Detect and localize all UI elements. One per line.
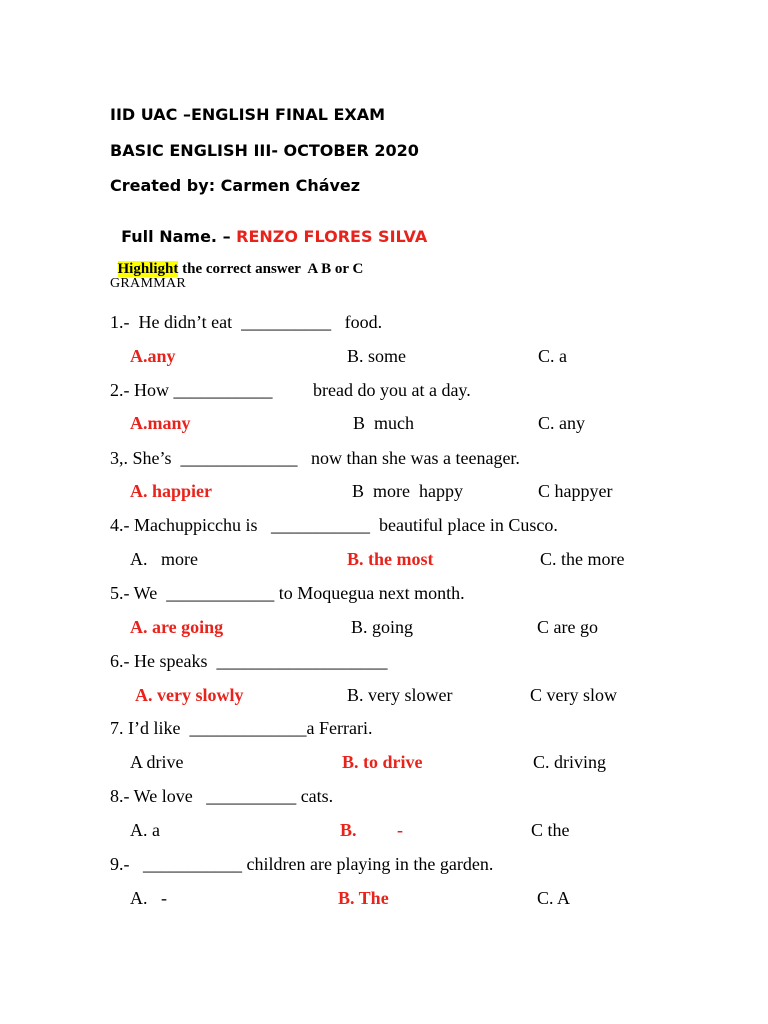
author-line: Created by: Carmen Chávez bbox=[110, 176, 361, 195]
option-a[interactable]: A. a bbox=[130, 820, 160, 840]
full-name-line bbox=[110, 213, 427, 245]
option-c[interactable]: C the bbox=[531, 820, 570, 840]
option-c[interactable]: C. driving bbox=[533, 752, 607, 772]
option-c[interactable]: C happyer bbox=[538, 481, 613, 501]
option-b[interactable]: B. going bbox=[351, 617, 414, 637]
option-b[interactable]: B. very slower bbox=[347, 685, 453, 705]
option-c[interactable]: C very slow bbox=[530, 685, 617, 705]
exam-title: IID UAC –ENGLISH FINAL EXAM bbox=[110, 105, 386, 124]
highlight-word: Highlight bbox=[117, 261, 179, 277]
option-b[interactable]: B. to drive bbox=[342, 752, 423, 772]
option-b[interactable]: B. the most bbox=[347, 549, 434, 569]
section-heading: GRAMMAR bbox=[110, 276, 187, 291]
option-a[interactable]: A.many bbox=[130, 413, 191, 433]
question-stem: 5.- We ____________ to Moquegua next month. bbox=[110, 583, 465, 603]
instruction bbox=[110, 247, 363, 277]
full-name-label: Full Name. – bbox=[121, 227, 237, 246]
question-stem: 2.- How ___________ bread do you at a day. bbox=[110, 380, 471, 400]
question-stem: 4.- Machuppicchu is ___________ beautiful place in Cusco. bbox=[110, 515, 558, 535]
question-stem: 8.- We love __________ cats. bbox=[110, 786, 334, 806]
option-a[interactable]: A.any bbox=[130, 346, 176, 366]
option-b[interactable]: B much bbox=[353, 413, 414, 433]
option-a[interactable]: A. happier bbox=[130, 481, 213, 501]
course-title: BASIC ENGLISH III- OCTOBER 2020 bbox=[110, 141, 419, 160]
option-a[interactable]: A. are going bbox=[130, 617, 224, 637]
option-c[interactable]: C. a bbox=[538, 346, 567, 366]
option-b[interactable]: B more happy bbox=[352, 481, 463, 501]
option-a[interactable]: A. - bbox=[130, 888, 167, 908]
question-stem: 6.- He speaks ___________________ bbox=[110, 651, 388, 671]
option-c[interactable]: C. A bbox=[537, 888, 571, 908]
option-b[interactable]: B. - bbox=[340, 820, 403, 840]
option-a[interactable]: A. very slowly bbox=[135, 685, 244, 705]
option-c[interactable]: C. any bbox=[538, 413, 585, 433]
question-stem: 1.- He didn’t eat __________ food. bbox=[110, 312, 383, 332]
question-stem: 9.- ___________ children are playing in the garden. bbox=[110, 854, 494, 874]
option-a[interactable]: A drive bbox=[130, 752, 184, 772]
question-stem: 7. I’d like _____________a Ferrari. bbox=[110, 718, 373, 738]
option-c[interactable]: C are go bbox=[537, 617, 598, 637]
full-name-value: RENZO FLORES SILVA bbox=[236, 227, 428, 246]
option-b[interactable]: B. The bbox=[338, 888, 389, 908]
option-a[interactable]: A. more bbox=[130, 549, 198, 569]
option-c[interactable]: C. the more bbox=[540, 549, 625, 569]
question-stem: 3,. She’s _____________ now than she was a teenager. bbox=[110, 448, 520, 468]
instruction-rest: the correct answer A B or C bbox=[178, 261, 364, 277]
option-b[interactable]: B. some bbox=[347, 346, 407, 366]
